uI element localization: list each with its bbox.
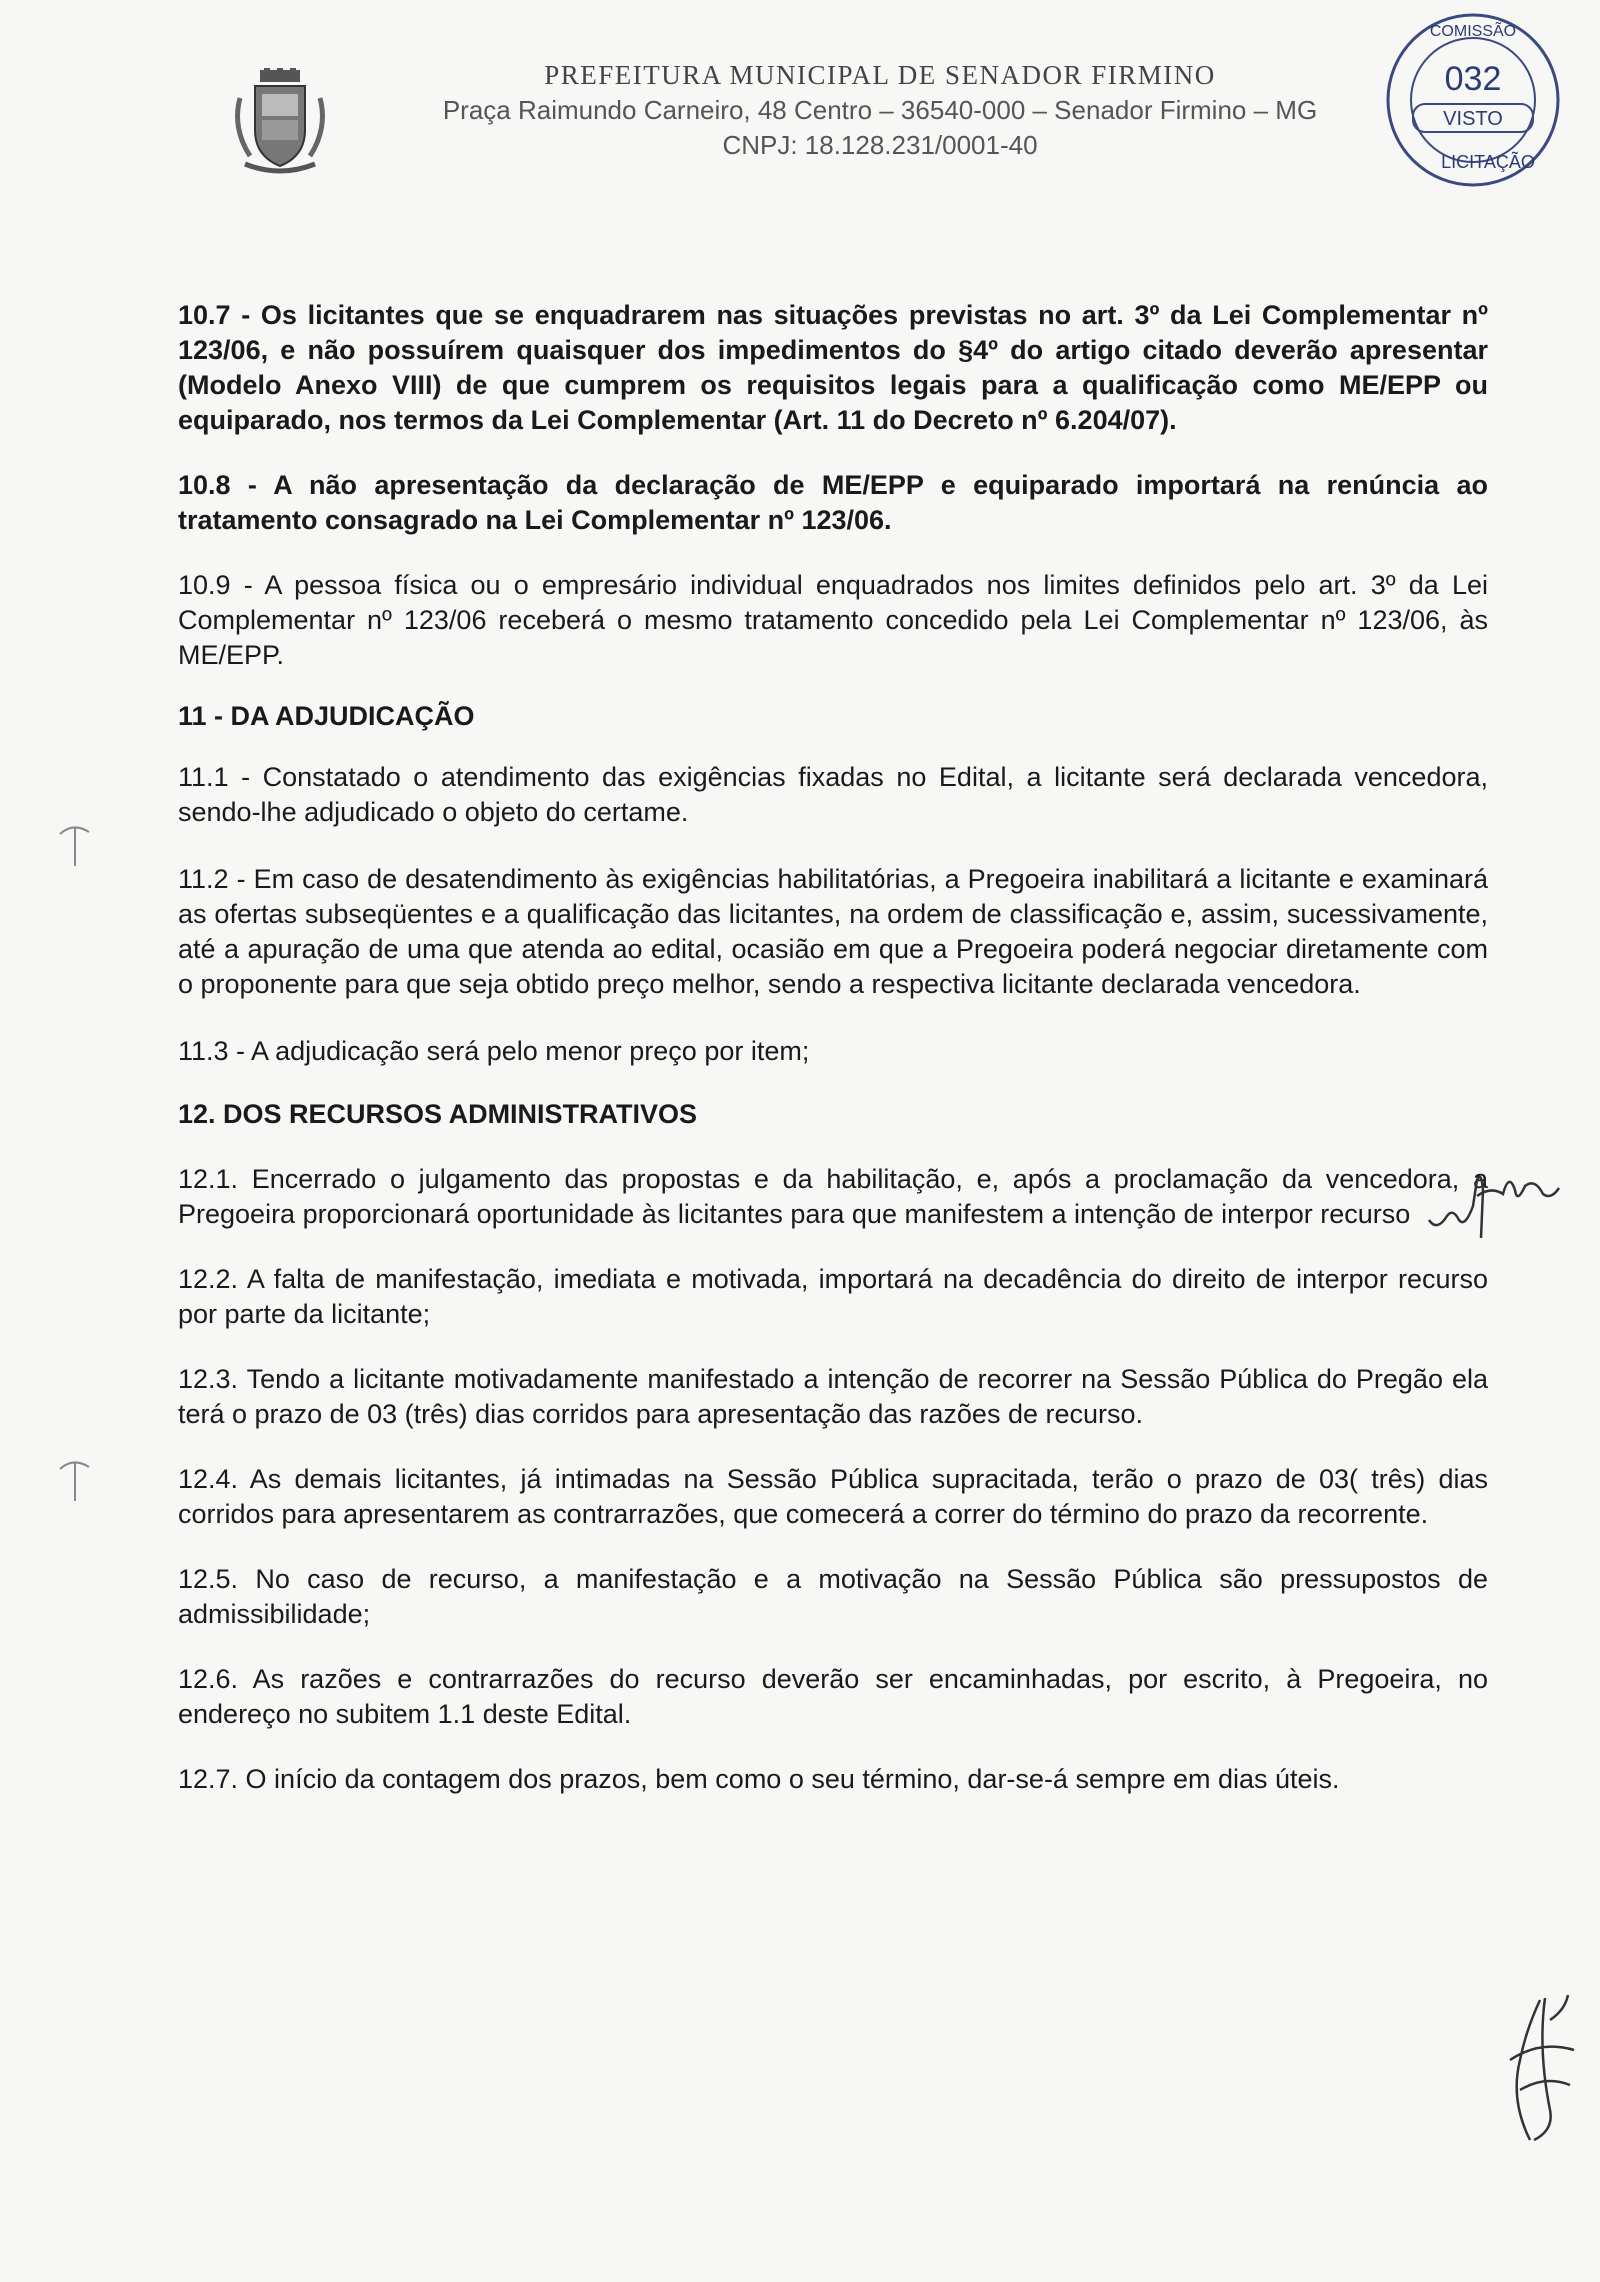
stamp-top-text: COMISSÃO	[1429, 23, 1517, 40]
document-body	[178, 298, 1488, 1797]
municipality-address: Praça Raimundo Carneiro, 48 Centro – 36540-000 – Senador Firmino – MG	[442, 95, 1318, 125]
paragraph-12-3: 12.3. Tendo a licitante motivadamente manifestado a intenção de recorrer na Sessão Pública do Pregão ela terá o prazo de 03 (três) dias corridos para apresentação das razões de recurso.	[178, 1364, 1488, 1429]
paragraph-12-7: 12.7. O início da contagem dos prazos, bem como o seu término, dar-se-á sempre em dias úteis.	[178, 1764, 1340, 1794]
letterhead-text	[380, 60, 1380, 161]
paragraph-10-8: 10.8 - A não apresentação da declaração de ME/EPP e equiparado importará na renúncia ao tratamento consagrado na Lei Complementar nº 123/06.	[178, 470, 1488, 535]
heading-12: 12. DOS RECURSOS ADMINISTRATIVOS	[178, 1099, 698, 1129]
letterhead	[230, 60, 1410, 180]
signature-icon	[1490, 1990, 1580, 2150]
stamp-middle-text: VISTO	[1443, 108, 1503, 130]
municipality-title: PREFEITURA MUNICIPAL DE SENADOR FIRMINO	[544, 60, 1216, 90]
paragraph-11-3: 11.3 - A adjudicação será pelo menor preço por item;	[178, 1036, 810, 1066]
stamp-number: 032	[1444, 60, 1502, 98]
margin-mark-icon	[55, 1455, 95, 1505]
paragraph-11-1: 11.1 - Constatado o atendimento das exigências fixadas no Edital, a licitante será declarada vencedora, sendo-lhe adjudicado o objeto do certame.	[178, 762, 1488, 827]
paragraph-12-6: 12.6. As razões e contrarrazões do recurso deverão ser encaminhadas, por escrito, à Pregoeira, no endereço no subitem 1.1 deste Edital.	[178, 1664, 1488, 1729]
initials-signature-icon	[1425, 1150, 1565, 1240]
paragraph-12-1: 12.1. Encerrado o julgamento das propostas e da habilitação, e, após a proclamação da vencedora, a Pregoeira proporcionará oportunidade às licitantes para que manifestem a intenção de interpor recurso	[178, 1164, 1488, 1229]
paragraph-12-4: 12.4. As demais licitantes, já intimadas na Sessão Pública supracitada, terão o prazo de 03( três) dias corridos para apresentarem as contrarrazões, que comecerá a correr do término do prazo da recorrente.	[178, 1464, 1488, 1529]
coat-of-arms-icon	[230, 68, 330, 178]
paragraph-12-2: 12.2. A falta de manifestação, imediata e motivada, importará na decadência do direito de interpor recurso por parte da licitante;	[178, 1264, 1488, 1329]
paragraph-10-9: 10.9 - A pessoa física ou o empresário individual enquadrados nos limites definidos pelo art. 3º da Lei Complementar nº 123/06 receberá o mesmo tratamento concedido pela Lei Complementar nº 123/06, às ME/EPP.	[178, 570, 1488, 670]
commission-stamp	[1378, 8, 1568, 193]
stamp-bottom-text: LICITAÇÃO	[1441, 152, 1535, 172]
municipality-cnpj: CNPJ: 18.128.231/0001-40	[722, 130, 1038, 160]
paragraph-12-5: 12.5. No caso de recurso, a manifestação e a motivação na Sessão Pública são pressupostos de admissibilidade;	[178, 1564, 1488, 1629]
paragraph-11-2: 11.2 - Em caso de desatendimento às exigências habilitatórias, a Pregoeira inabilitará a licitante e examinará as ofertas subseqüentes e a qualificação das licitantes, na ordem de classificação e, assim, sucessivamente, até a apuração de uma que atenda ao edital, ocasião em que a Pregoeira poderá negociar diretamente com o proponente para que seja obtido preço melhor, sendo a respectiva licitante declarada vencedora.	[178, 864, 1488, 999]
margin-mark-icon	[55, 820, 95, 870]
paragraph-10-7: 10.7 - Os licitantes que se enquadrarem nas situações previstas no art. 3º da Lei Complementar nº 123/06, e não possuírem quaisquer dos impedimentos do §4º do artigo citado deverão apresentar (Modelo Anexo VIII) de que cumprem os requisitos legais para a qualificação como ME/EPP ou equiparado, nos termos da Lei Complementar (Art. 11 do Decreto nº 6.204/07).	[178, 300, 1488, 435]
heading-11: 11 - DA ADJUDICAÇÃO	[178, 701, 475, 731]
